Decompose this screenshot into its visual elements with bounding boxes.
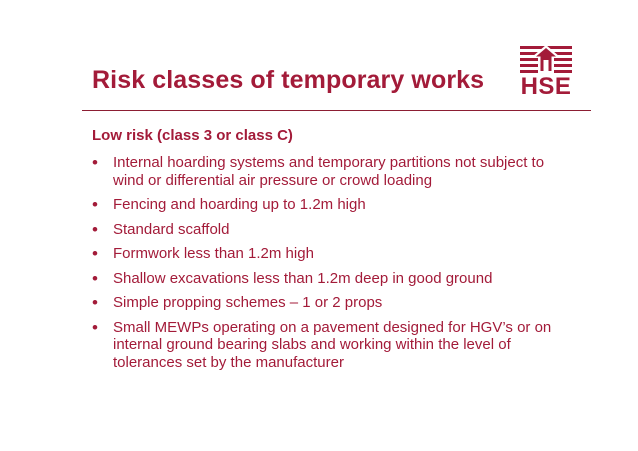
- list-item: [92, 270, 562, 288]
- hse-logo: [514, 44, 578, 104]
- bullet-text: Standard scaffold: [113, 220, 230, 238]
- hse-crown-logo-icon: [514, 44, 578, 76]
- bullet-list: [92, 154, 562, 378]
- list-item: [92, 154, 562, 189]
- slide-title: Risk classes of temporary works: [92, 66, 485, 94]
- bullet-text: Fencing and hoarding up to 1.2m high: [113, 196, 366, 213]
- list-item: [92, 196, 562, 214]
- bullet-text: Simple propping schemes – 1 or 2 props: [113, 294, 383, 311]
- list-item: [92, 221, 562, 239]
- bullet-text: Internal hoarding systems and temporary partitions not subject to wind or differential air pressure or crowd loading: [113, 154, 545, 189]
- bullet-icon: •: [92, 195, 98, 214]
- section-subheading: Low risk (class 3 or class C): [92, 127, 293, 144]
- list-item: [92, 294, 562, 312]
- bullet-icon: •: [92, 153, 98, 172]
- bullet-icon: •: [92, 268, 98, 288]
- list-item: [92, 319, 562, 372]
- bullet-text: Shallow excavations less than 1.2m deep in good ground: [113, 269, 493, 287]
- bullet-icon: •: [92, 219, 98, 239]
- bullet-text: Small MEWPs operating on a pavement designed for HGV’s or on internal ground bearing slabs and working within the level of tolerances set by the manufacturer: [113, 318, 552, 371]
- title-divider: [82, 110, 591, 111]
- bullet-icon: •: [92, 244, 98, 263]
- bullet-icon: •: [92, 293, 98, 312]
- bullet-icon: •: [92, 317, 98, 337]
- list-item: [92, 245, 562, 263]
- bullet-text: Formwork less than 1.2m high: [113, 245, 314, 262]
- hse-logo-text: HSE: [520, 73, 572, 100]
